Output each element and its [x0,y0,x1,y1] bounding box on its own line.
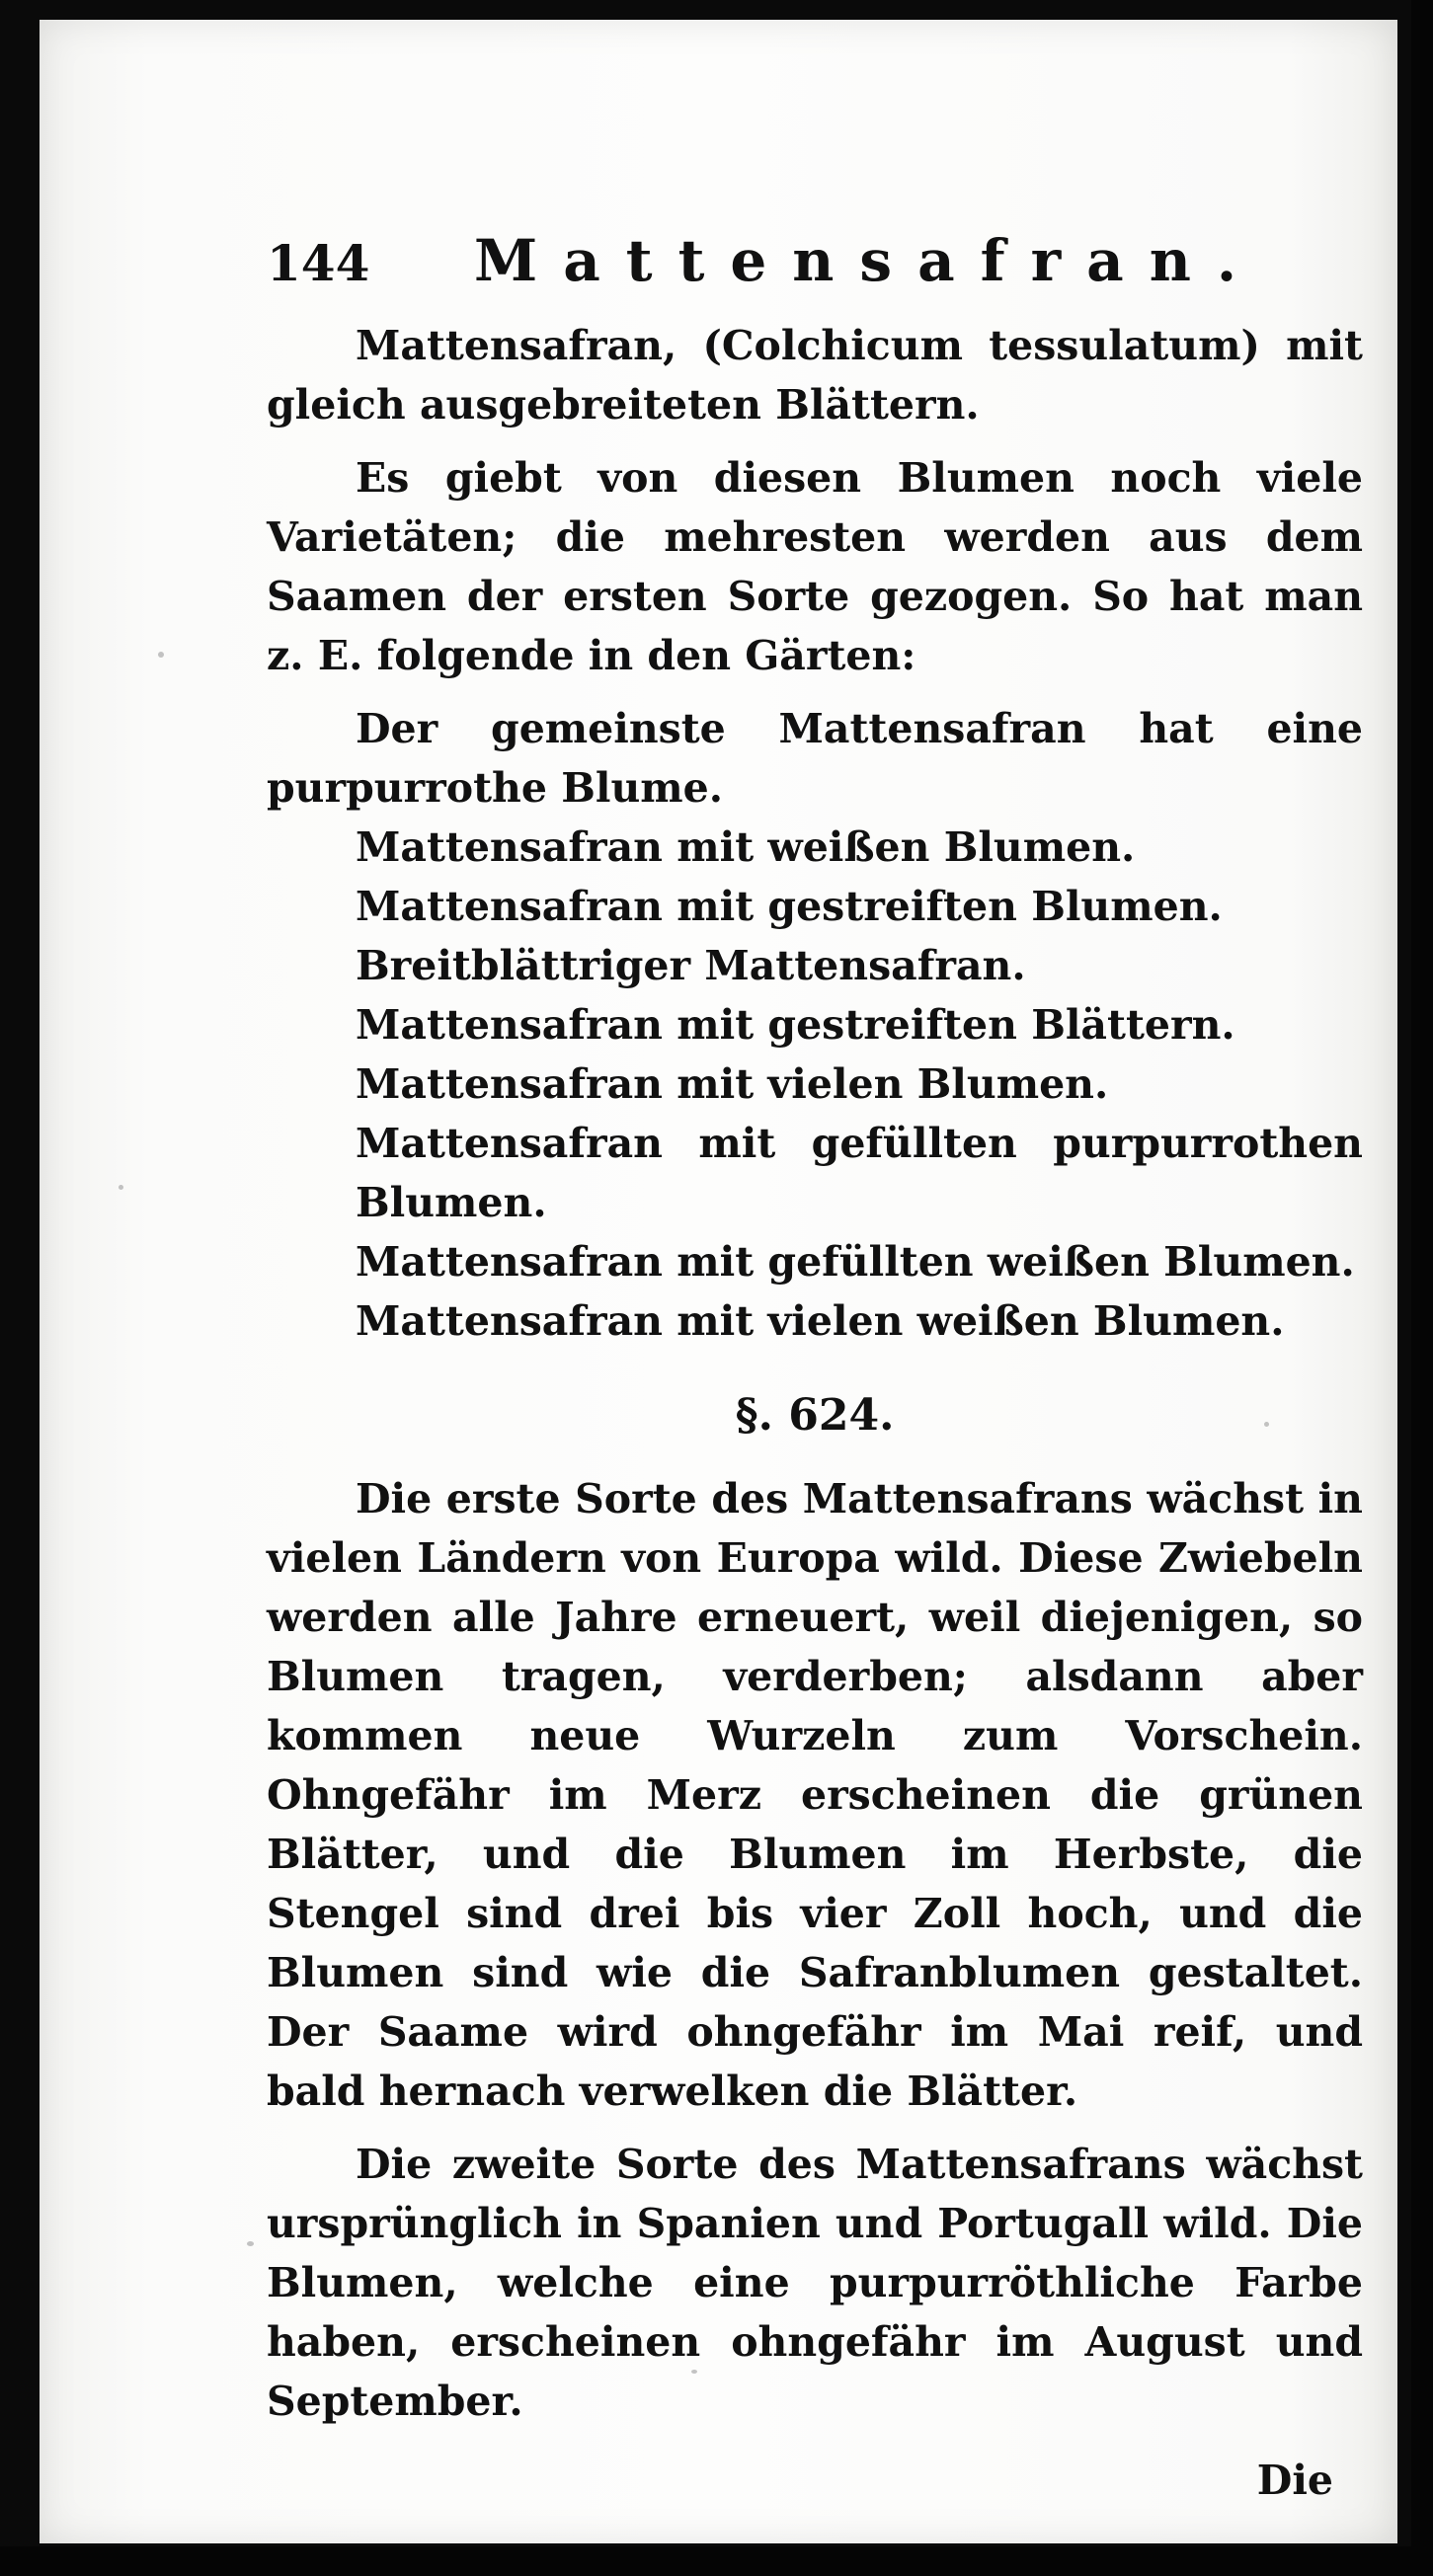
variety-entry: Mattensafran mit gestreiften Blumen. [356,883,1223,930]
section-heading: §. 624. [735,1390,895,1441]
variety-entry: Der gemeinste Mattensafran hat eine purpurrothe Blume. [267,705,1363,812]
body-paragraph: Die erste Sorte des Mattensafrans wächst in vielen Ländern von Europa wild. Diese Zwiebeln werden alle Jahre erneuert, weil diejenigen, so Blumen tragen, verderben; alsdann aber kommen neue Wurzeln zum Vorschein. Ohngefähr im Merz erscheinen die grünen Blätter, und die Blumen im Herbste, die Stengel sind drei bis vier Zoll hoch, und die Blumen sind wie die Safranblumen gestaltet. Der Saame wird ohngefähr im Mai reif, und bald hernach verwelken die Blätter. [267,1475,1363,2115]
paper-speck [158,652,164,658]
page-number: 144 [267,234,370,292]
variety-entry: Mattensafran mit vielen Blumen. [356,1060,1109,1108]
scan-border-right [1411,0,1433,2576]
scan-border-bottom [0,2546,1433,2576]
running-title: Mattensafran. [474,227,1263,294]
paper-speck [247,2241,254,2246]
intro-paragraph: Es giebt von diesen Blumen noch viele Varietäten; die mehresten werden aus dem Saamen der ersten Sorte gezogen. So hat man z. E. folgende in den Gärten: [267,454,1363,679]
variety-entry: Mattensafran mit gestreiften Blättern. [356,1001,1235,1049]
variety-entry: Mattensafran mit weißen Blumen. [356,823,1136,871]
paper-speck [119,1185,123,1190]
variety-entry: Breitblättriger Mattensafran. [356,942,1026,989]
page-header [267,227,1363,316]
variety-entry: Mattensafran mit vielen weißen Blumen. [356,1297,1285,1345]
intro-paragraph: Mattensafran, (Colchicum tessulatum) mit gleich ausgebreiteten Blättern. [267,322,1363,429]
catchword: Die [1256,2457,1333,2504]
variety-entry: Mattensafran mit gefüllten weißen Blumen. [356,1238,1355,1286]
variety-entry: Mattensafran mit gefüllten purpurrothen Blumen. [356,1120,1363,1226]
page-text [267,227,1363,2510]
body-paragraph: Die zweite Sorte des Mattensafrans wächst ursprünglich in Spanien und Portugall wild. Die Blumen, welche eine purpurröthliche Farbe haben, erscheinen ohngefähr im August und September. [267,2141,1363,2425]
